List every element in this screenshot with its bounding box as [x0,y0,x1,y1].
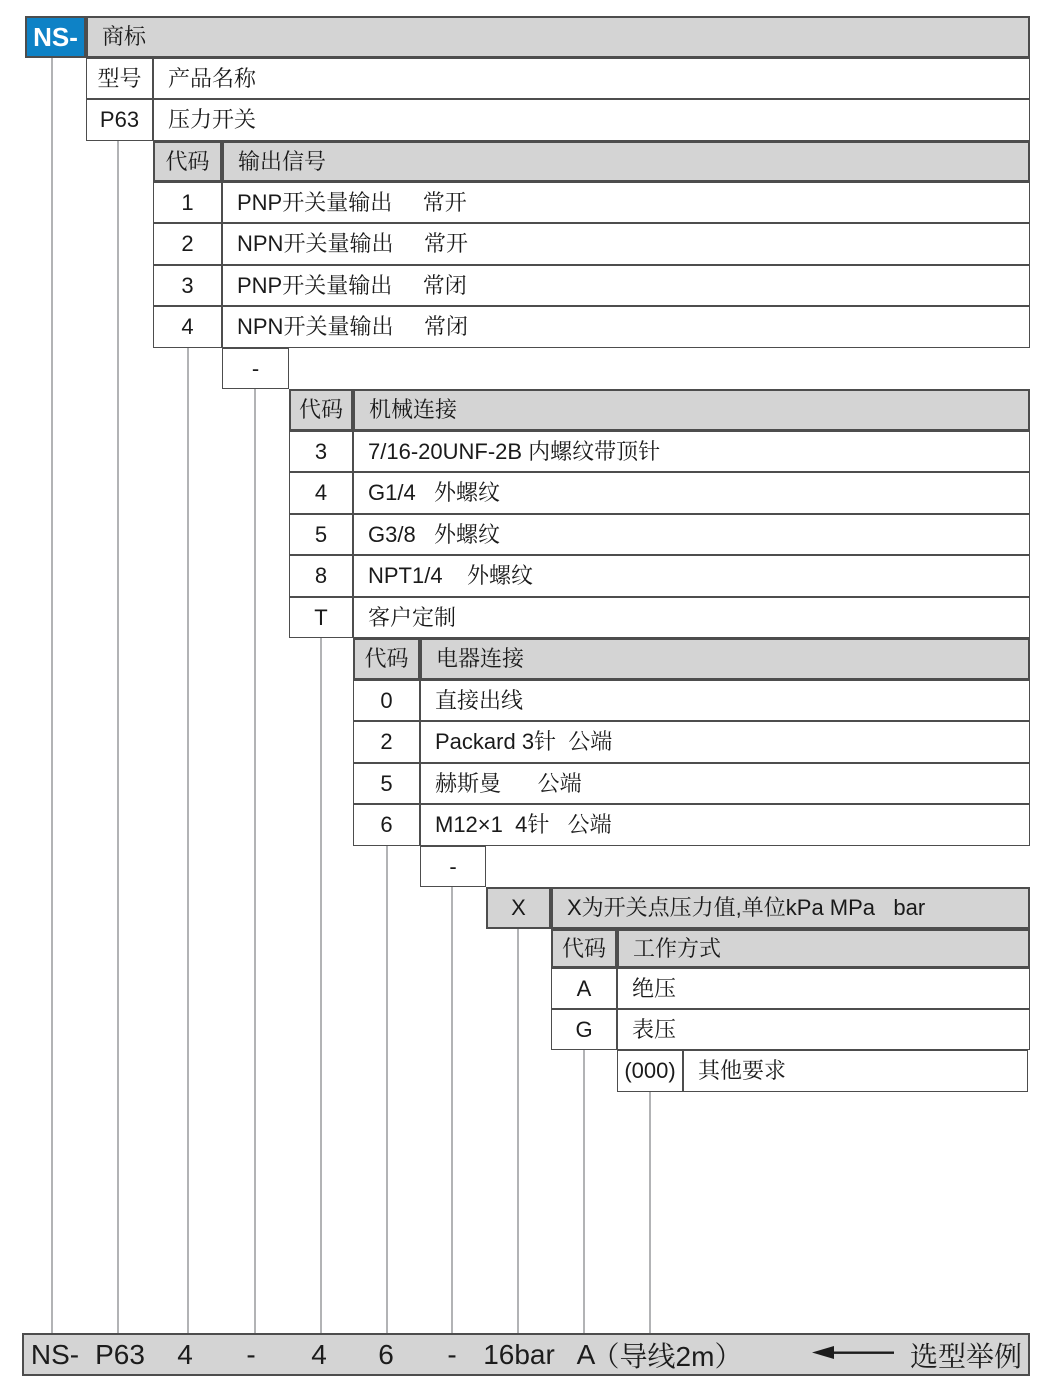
electrical-row-desc: 赫斯曼 公端 [420,763,1030,804]
electrical-row-code: 2 [353,721,420,763]
output-row-desc: NPN开关量输出 常开 [222,223,1030,265]
output-row-code: 4 [153,306,222,348]
mechanical-row-desc: 客户定制 [353,597,1030,638]
connector-line-mechanical [320,638,322,1333]
separator-cell: - [222,348,289,389]
example-label: 选型举例 [909,1340,1023,1372]
electrical-row-code: 5 [353,763,420,804]
trademark-cell: 商标 [86,16,1030,58]
connector-line-workmode [583,1050,585,1333]
output-row-desc: PNP开关量输出 常开 [222,182,1030,223]
model-code-cell: P63 [86,99,153,141]
mechanical-row-code: 4 [289,472,353,514]
connector-line-electrical [386,846,388,1333]
example-item: NS- [30,1338,80,1370]
mechanical-header-code: 代码 [289,389,353,431]
output-header-title: 输出信号 [222,141,1030,182]
example-item: 4 [177,1338,193,1370]
example-item: - [246,1338,256,1370]
output-row-desc: NPN开关量输出 常闭 [222,306,1030,348]
workmode-header-code: 代码 [551,929,617,968]
electrical-row-desc: M12×1 4针 公端 [420,804,1030,846]
example-item: 4 [311,1338,327,1370]
mechanical-row-desc: 7/16-20UNF-2B 内螺纹带顶针 [353,431,1030,472]
connector-line-model [117,141,119,1333]
example-bar [22,1333,1030,1376]
other-code-cell: (000) [617,1050,683,1092]
connector-line-output [187,348,189,1333]
output-row-code: 3 [153,265,222,306]
example-item: 16bar [483,1338,555,1370]
model-name-cell: 压力开关 [153,99,1030,141]
workmode-row-desc: 表压 [617,1009,1030,1050]
mechanical-row-desc: G1/4 外螺纹 [353,472,1030,514]
mechanical-row-code: 8 [289,555,353,597]
example-item: - [447,1338,457,1370]
example-item: P63 [95,1338,145,1370]
separator-cell: - [420,846,486,887]
mechanical-row-code: T [289,597,353,638]
electrical-row-code: 0 [353,680,420,721]
workmode-row-desc: 绝压 [617,968,1030,1009]
example-item: A [576,1338,596,1370]
output-row-code: 2 [153,223,222,265]
pressure-desc-cell: X为开关点压力值,单位kPa MPa bar [551,887,1030,929]
model-header-name-cell: 产品名称 [153,58,1030,99]
connector-line-pressure [517,929,519,1333]
connector-line-sep1 [254,389,256,1333]
mechanical-row-code: 3 [289,431,353,472]
connector-line-prefix [51,58,53,1333]
electrical-header-title: 电器连接 [420,638,1030,680]
connector-line-sep2 [451,887,453,1333]
workmode-header-title: 工作方式 [617,929,1030,968]
prefix-badge: NS- [25,16,86,58]
electrical-header-code: 代码 [353,638,420,680]
other-desc-cell: 其他要求 [683,1050,1028,1092]
connector-line-other [649,1092,651,1333]
output-row-desc: PNP开关量输出 常闭 [222,265,1030,306]
left-arrow-icon [812,1345,894,1364]
output-row-code: 1 [153,182,222,223]
pressure-code-cell: X [486,887,551,929]
mechanical-row-desc: NPT1/4 外螺纹 [353,555,1030,597]
workmode-row-code: G [551,1009,617,1050]
mechanical-row-code: 5 [289,514,353,555]
example-item: （导线2m） [591,1340,743,1372]
mechanical-row-desc: G3/8 外螺纹 [353,514,1030,555]
model-header-code-cell: 型号 [86,58,153,99]
electrical-row-code: 6 [353,804,420,846]
mechanical-header-title: 机械连接 [353,389,1030,431]
electrical-row-desc: Packard 3针 公端 [420,721,1030,763]
example-item: 6 [378,1338,394,1370]
electrical-row-desc: 直接出线 [420,680,1030,721]
output-header-code: 代码 [153,141,222,182]
workmode-row-code: A [551,968,617,1009]
